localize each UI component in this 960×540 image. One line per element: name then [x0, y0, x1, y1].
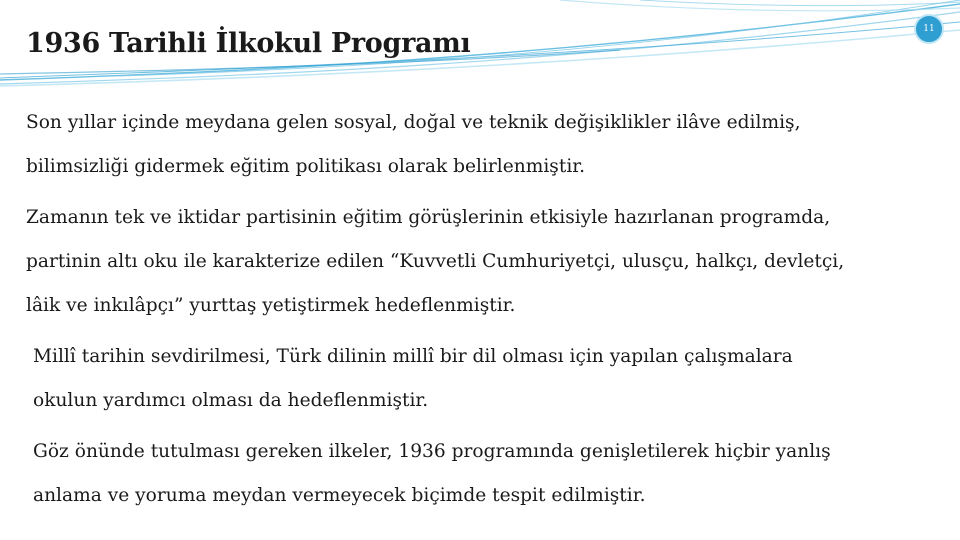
paragraph-line: Zamanın tek ve iktidar partisinin eğitim görüşlerinin etkisiyle hazırlanan programda,	[26, 207, 831, 228]
paragraph-line: partinin altı oku ile karakterize edilen “Kuvvetli Cumhuriyetçi, ulusçu, halkçı, devletçi,	[26, 251, 845, 272]
paragraph-line: okulun yardımcı olması da hedeflenmiştir.	[33, 390, 429, 411]
paragraph-2	[26, 196, 941, 328]
paragraph-line: Göz önünde tutulması gereken ilkeler, 1936 programında genişletilerek hiçbir yanlış	[33, 441, 831, 462]
paragraph-line: bilimsizliği gidermek eğitim politikası olarak belirlenmiştir.	[26, 156, 586, 177]
slide-body	[26, 101, 941, 525]
paragraph-line: Millî tarihin sevdirilmesi, Türk dilinin millî bir dil olması için yapılan çalışmalara	[33, 346, 793, 367]
paragraph-3	[26, 335, 941, 423]
slide-title: 1936 Tarihli İlkokul Programı	[26, 28, 471, 59]
paragraph-1	[26, 101, 941, 189]
paragraph-4	[26, 430, 941, 518]
paragraph-line: lâik ve inkılâpçı” yurttaş yetiştirmek hedeflenmiştir.	[26, 295, 516, 316]
page-number-badge: 11	[914, 14, 944, 44]
paragraph-line: Son yıllar içinde meydana gelen sosyal, doğal ve teknik değişiklikler ilâve edilmiş,	[26, 112, 801, 133]
paragraph-line: anlama ve yoruma meydan vermeyecek biçimde tespit edilmiştir.	[33, 485, 646, 506]
